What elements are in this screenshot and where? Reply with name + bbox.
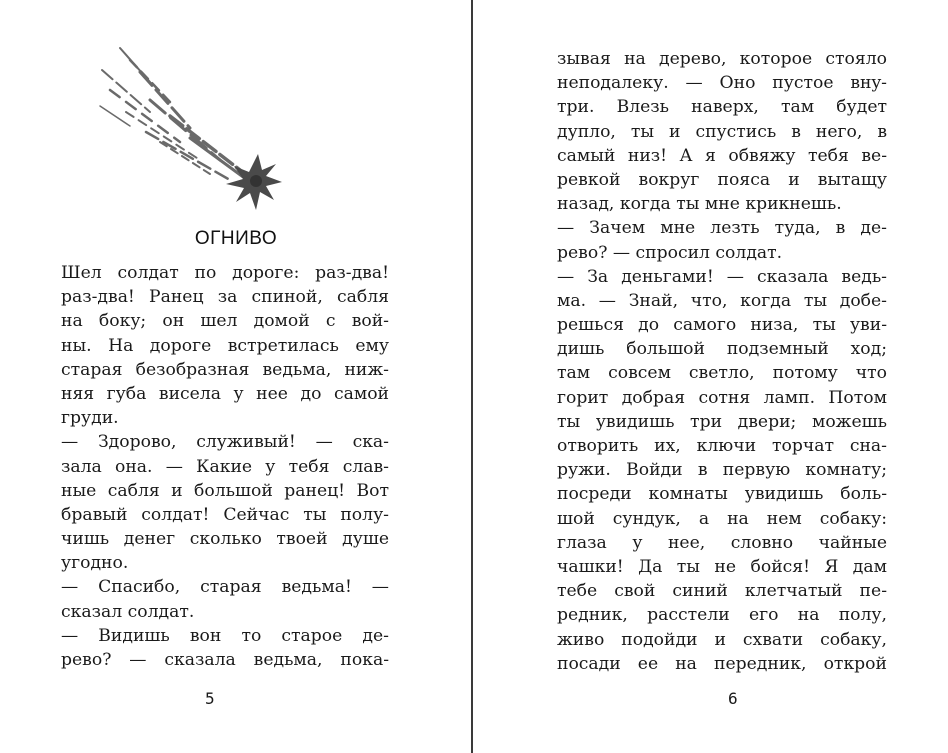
text-line: неподалеку. — Оно пустое внy- — [557, 73, 887, 94]
text-line: рево? — спросил солдат. — [557, 242, 783, 263]
text-line: посади ее на передник, открой — [557, 653, 887, 674]
text-line: тебе свой синий клетчатый пе- — [557, 581, 887, 602]
text-line: отворить их, ключи торчат сна- — [557, 436, 887, 456]
text-line: няя губа висела у нее до самой — [61, 383, 389, 404]
page-number: 6 — [728, 689, 738, 708]
right-page-text — [557, 47, 887, 676]
text-line: — Видишь вон то старое де- — [61, 625, 389, 646]
text-line: ревкой вокруг пояса и вытащу — [557, 169, 887, 190]
text-line: рево? — сказала ведьма, пока- — [61, 650, 389, 670]
left-page-text — [61, 261, 389, 672]
text-line: редник, расстели его на полу, — [557, 605, 887, 626]
text-line: груди. — [61, 408, 119, 429]
text-line: ружи. Войди в первую комнату; — [557, 460, 887, 481]
text-line: решься до самого низа, ты уви- — [557, 315, 887, 336]
right-page — [474, 0, 948, 753]
text-line: чашки! Да ты не бойся! Я дам — [557, 556, 887, 577]
comet-spark-icon — [90, 42, 290, 212]
text-line: бравый солдат! Сейчас ты полу- — [61, 504, 389, 525]
text-line: дупло, ты и спустись в него, в — [557, 121, 887, 142]
text-line: — Здорово, служивый! — ска- — [61, 432, 389, 453]
text-line: ные сабля и большой ранец! Вот — [61, 480, 389, 501]
text-line: там совсем светло, потому что — [557, 363, 887, 384]
text-line: ма. — Знай, что, когда ты добе- — [557, 290, 887, 311]
text-line: раз-два! Ранец за спиной, сабля — [61, 287, 389, 308]
text-line: чишь денег сколько твоей душе — [61, 529, 389, 550]
text-line: самый низ! А я обвяжу тебя ве- — [557, 145, 887, 166]
text-line: глаза у нее, словно чайные — [557, 532, 887, 553]
text-line: угодно. — [61, 553, 129, 574]
text-line: ны. На дороге встретилась ему — [61, 335, 389, 356]
text-line: — За деньгами! — сказала ведь- — [557, 266, 887, 287]
text-line: горит добрая сотня ламп. Потом — [557, 387, 887, 408]
text-line: — Зачем мне лезть туда, в де- — [557, 218, 887, 239]
text-line: посреди комнаты увидишь боль- — [557, 484, 887, 505]
left-page — [0, 0, 472, 753]
text-line: на боку; он шел домой с вой- — [61, 311, 389, 332]
page-number: 5 — [205, 689, 215, 708]
text-line: — Спасибо, старая ведьма! — — [61, 577, 389, 598]
chapter-title: ОГНИВО — [194, 228, 278, 249]
text-line: старая безобразная ведьма, ниж- — [61, 359, 389, 380]
text-line: шой сундук, а на нем собаку: — [557, 508, 887, 529]
text-line: Шел солдат по дороге: раз-два! — [61, 263, 389, 283]
text-line: сказал солдат. — [61, 601, 195, 622]
text-line: назад, когда ты мне крикнешь. — [557, 194, 842, 215]
book-gutter — [471, 0, 473, 753]
text-line: дишь большой подземный ход; — [557, 339, 887, 360]
text-line: ты увидишь три двери; можешь — [557, 411, 887, 432]
text-line: зала она. — Какие у тебя слав- — [61, 456, 389, 477]
text-line: живо подойди и схвати собаку, — [557, 629, 887, 650]
text-line: три. Влезь наверх, там будет — [557, 97, 887, 118]
text-line: зывая на дерево, которое стояло — [557, 49, 887, 69]
